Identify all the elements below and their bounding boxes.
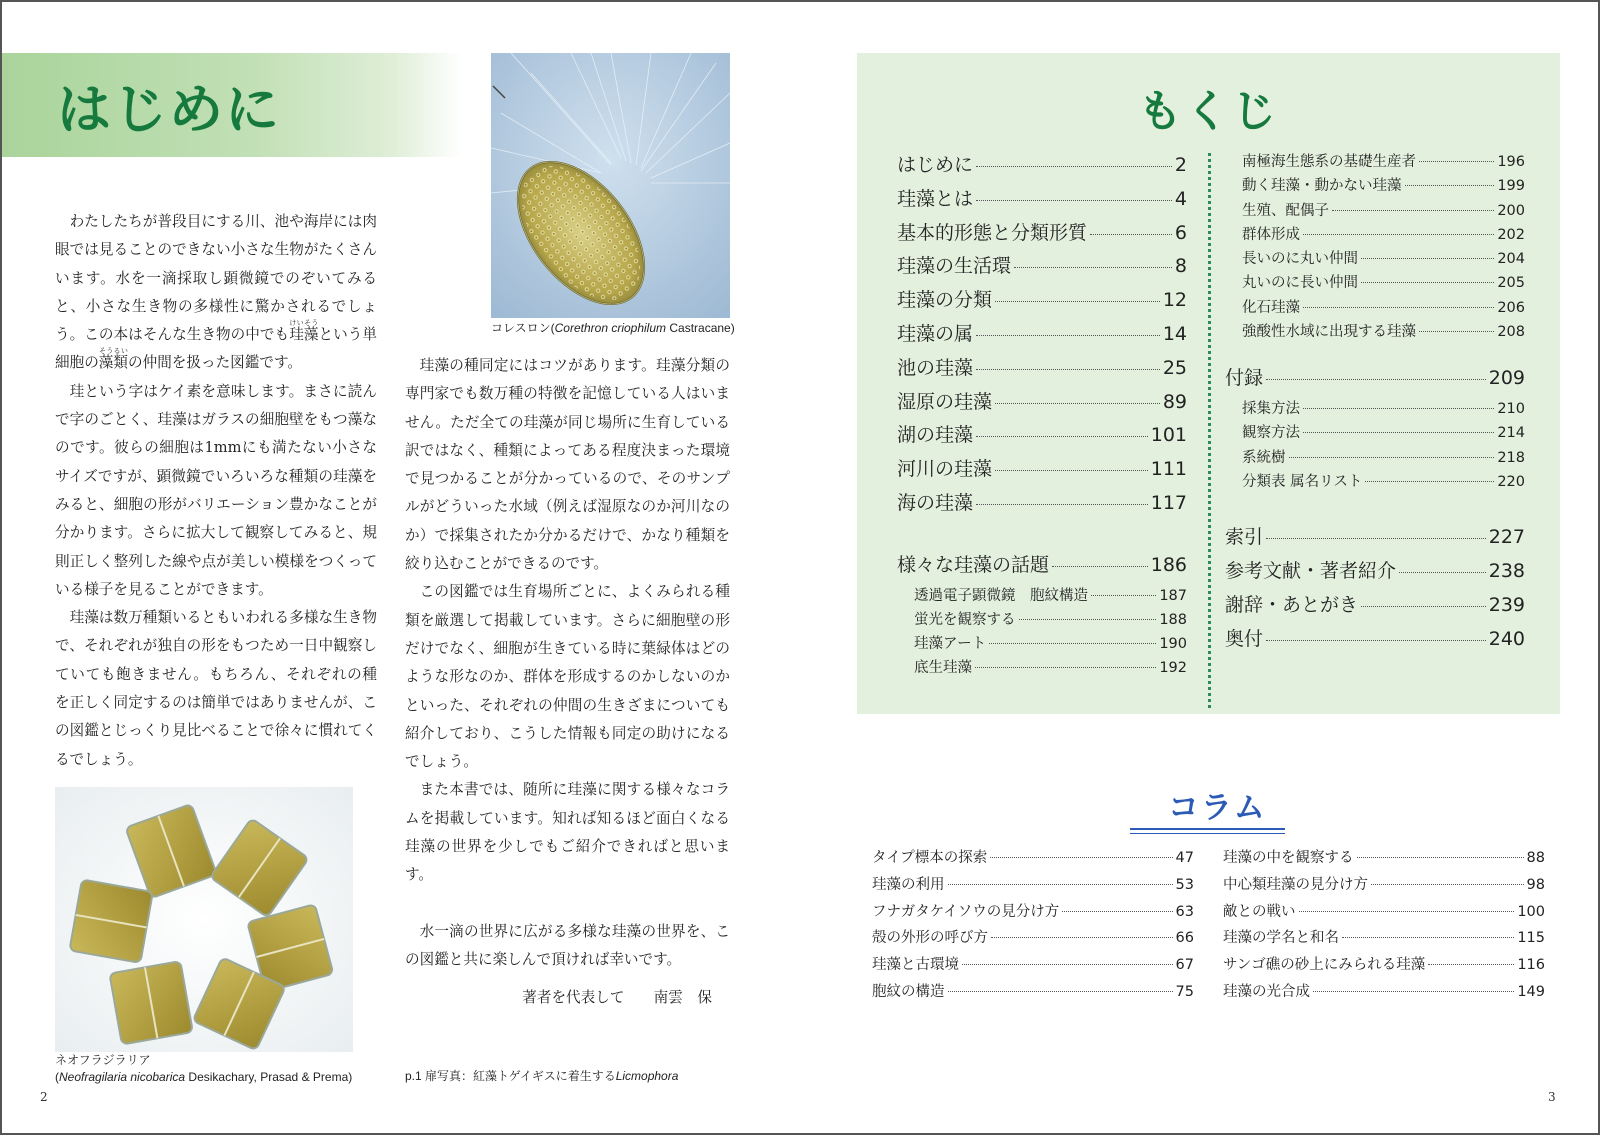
toc-entry-page: 75 <box>1175 983 1194 1000</box>
dot-leader <box>989 643 1156 644</box>
dot-leader <box>975 667 1156 668</box>
page-number-left: 2 <box>40 1090 48 1104</box>
toc-entry[interactable] <box>897 387 1187 421</box>
toc-entry[interactable] <box>1223 846 1545 873</box>
toc-entry-label: 海の珪藻 <box>897 491 974 514</box>
toc-entry-label: 系統樹 <box>1242 449 1286 466</box>
toc-entry-label: 参考文献・著者紹介 <box>1225 560 1397 583</box>
toc-entry-page: 196 <box>1497 154 1525 170</box>
toc-entry[interactable] <box>897 184 1187 218</box>
toc-entry-page: 8 <box>1174 255 1187 278</box>
toc-entry-page: 238 <box>1488 560 1525 583</box>
toc-entry-label: 索引 <box>1225 526 1264 549</box>
dot-leader <box>995 301 1160 302</box>
dot-leader <box>1019 619 1157 620</box>
toc-entry[interactable] <box>897 454 1187 488</box>
dot-leader <box>976 504 1148 505</box>
toc-right-column <box>1225 150 1525 658</box>
toc-entry[interactable] <box>1225 446 1525 470</box>
toc-entry-label: 中心類珪藻の見分け方 <box>1223 876 1368 893</box>
dot-leader <box>1091 595 1156 596</box>
toc-entry[interactable] <box>872 900 1194 927</box>
toc-entry-label: 珪藻の生活環 <box>897 255 1012 278</box>
toc-entry-label: 珪藻アート <box>914 636 987 653</box>
toc-entry[interactable] <box>1225 590 1525 624</box>
heading-underline <box>1130 828 1285 830</box>
dot-leader <box>1361 282 1494 283</box>
toc-entry-page: 6 <box>1174 221 1187 244</box>
toc-entry-page: 101 <box>1150 424 1187 447</box>
text-run: わたしたちが普段目にする川、池や海岸には肉眼では見ることのできない小さな生物がたくさんいます。水を一滴採取し顕微鏡でのぞいてみると、小さな生き物の多様性に驚かされるでしょう。この本はそんな生き物の中でも <box>55 213 377 344</box>
ruby-base: 珪藻 <box>289 326 319 344</box>
toc-entry-label: 分類表 属名リスト <box>1242 474 1363 491</box>
toc-entry[interactable] <box>897 656 1187 680</box>
column-heading-text: コラム <box>1168 790 1267 826</box>
photo-corethron <box>491 53 730 318</box>
toc-entry-page: 206 <box>1497 299 1525 316</box>
toc-entry[interactable] <box>872 846 1194 873</box>
toc-panel <box>857 53 1560 714</box>
toc-entry[interactable] <box>1225 223 1525 247</box>
toc-entry-page: 204 <box>1497 251 1525 268</box>
toc-entry-label: はじめに <box>897 154 974 176</box>
toc-entry-page: 214 <box>1497 425 1525 442</box>
toc-entry[interactable] <box>872 953 1194 980</box>
page-title: はじめに <box>57 78 281 141</box>
toc-entry-label: 丸いのに長い仲間 <box>1242 275 1358 292</box>
title-band <box>2 53 462 157</box>
intro-paragraph <box>55 208 377 378</box>
toc-entry[interactable] <box>897 632 1187 656</box>
ruby-base: 藻類 <box>98 354 128 372</box>
caption-corethron <box>491 320 741 337</box>
dot-leader <box>1266 538 1486 539</box>
toc-entry[interactable] <box>1223 926 1545 953</box>
toc-entry-label: 動く珪藻・動かない珪藻 <box>1242 178 1402 195</box>
intro-paragraph: 珪藻の種同定にはコツがあります。珪藻分類の専門家でも数万種の特徴を記憶している人はいません。ただ全ての珪藻が同じ場所に生育している訳ではなく、種類によってある程度決まった環境で見つかることが分かっているので、そのサンプルがどういった水域（例えば湿原なのか河川なのか）で採集されたか分かるだけで、かなり種類を絞り込むことができるのです。 <box>405 357 730 573</box>
toc-entry-page: 240 <box>1488 627 1525 650</box>
dot-leader <box>1361 606 1486 607</box>
intro-paragraph: また本書では、随所に珪藻に関する様々なコラムを掲載しています。知れば知るほど面白くなる珪藻の世界を少しでもご紹介できればと思います。 <box>405 781 730 884</box>
dot-leader <box>976 436 1148 437</box>
toc-entry-label: 蛍光を観察する <box>914 611 1016 628</box>
dot-leader <box>1266 640 1486 641</box>
toc-entry[interactable] <box>1225 556 1525 590</box>
toc-entry-label: 長いのに丸い仲間 <box>1242 251 1358 268</box>
entry-gap <box>1225 494 1525 522</box>
toc-entry-page: 53 <box>1175 876 1194 893</box>
toc-entry[interactable] <box>872 873 1194 900</box>
toc-entry[interactable] <box>1225 320 1525 344</box>
toc-entry-label: 池の珪藻 <box>897 356 974 379</box>
dot-leader <box>1289 457 1495 458</box>
toc-entry[interactable] <box>897 550 1187 584</box>
toc-entry[interactable] <box>1225 247 1525 271</box>
toc-entry-page: 47 <box>1175 850 1194 866</box>
dot-leader <box>1090 234 1172 235</box>
dot-leader <box>976 200 1172 201</box>
caption-paren: ( <box>55 1070 59 1084</box>
toc-entry[interactable] <box>1223 873 1545 900</box>
dot-leader <box>1332 210 1494 211</box>
dot-leader <box>1303 432 1494 433</box>
toc-entry[interactable] <box>872 926 1194 953</box>
column-list-left <box>872 846 1194 1007</box>
dot-leader <box>1303 234 1494 235</box>
toc-entry[interactable] <box>897 150 1187 184</box>
toc-entry-page: 63 <box>1175 903 1194 920</box>
toc-entry[interactable] <box>897 218 1187 252</box>
caption-ja: ネオフラジラリア <box>55 1053 151 1067</box>
toc-entry[interactable] <box>1225 174 1525 198</box>
dot-leader <box>1062 911 1172 912</box>
toc-entry-page: 190 <box>1159 636 1187 653</box>
dot-leader <box>1342 937 1514 938</box>
toc-entry[interactable] <box>1225 397 1525 421</box>
toc-entry-page: 25 <box>1162 356 1187 379</box>
dot-leader <box>1405 185 1495 186</box>
toc-entry-page: 149 <box>1517 983 1545 1000</box>
toc-entry[interactable] <box>1225 363 1525 397</box>
toc-entry[interactable] <box>1225 624 1525 658</box>
toc-entry-label: 底生珪藻 <box>914 660 972 677</box>
toc-entry[interactable] <box>1223 900 1545 927</box>
toc-entry-label: 珪藻の利用 <box>872 876 945 893</box>
toc-entry[interactable] <box>1225 522 1525 556</box>
toc-entry[interactable] <box>1225 296 1525 320</box>
toc-entry-label: 殻の外形の呼び方 <box>872 930 988 947</box>
toc-entry-page: 192 <box>1159 660 1187 677</box>
toc-entry[interactable] <box>1223 980 1545 1007</box>
caption-author: Desikachary, Prasad & Prema) <box>185 1070 353 1084</box>
ruby-keisou <box>289 319 319 344</box>
toc-entry-page: 187 <box>1159 587 1187 604</box>
toc-entry-label: 珪藻の属 <box>897 322 974 345</box>
toc-entry-page: 208 <box>1497 324 1525 341</box>
toc-entry-label: 強酸性水域に出現する珪藻 <box>1242 324 1416 341</box>
toc-entry-page: 209 <box>1488 367 1525 390</box>
dot-leader <box>1052 566 1148 567</box>
toc-entry-label: 胞紋の構造 <box>872 983 945 1000</box>
toc-entry-page: 2 <box>1174 154 1187 176</box>
dot-leader <box>1419 161 1494 162</box>
caption-scientific-name: Neofragilaria nicobarica <box>59 1070 186 1084</box>
dot-leader <box>1313 991 1514 992</box>
intro-paragraph: 珪という字はケイ素を意味します。まさに読んで字のごとく、珪藻はガラスの細胞壁をもつ藻なのです。彼らの細胞は1mmにも満たない小さなサイズですが、顕微鏡でいろいろな種類の珪藻をみると、細胞の形がバリエーション豊かなことが分かります。さらに拡大して観察してみると、規則正しく整列した線や点が美しい模様をつくっている様子を見ることができます。 <box>55 382 377 598</box>
toc-left-column <box>897 150 1187 681</box>
toc-entry-page: 12 <box>1162 289 1187 312</box>
toc-entry-page: 111 <box>1150 458 1187 481</box>
toc-entry[interactable] <box>897 285 1187 319</box>
intro-paragraph: 珪藻は数万種類いるともいわれる多様な生き物で、それぞれが独自の形をもつため一日中観察していても飽きません。もちろん、それぞれの種を正しく同定するのは簡単ではありませんが、この図鑑とじっくり見比べることで徐々に慣れてくるでしょう。 <box>55 609 377 768</box>
caption-line-2 <box>55 1069 375 1086</box>
page-number-right: 3 <box>1548 1090 1556 1104</box>
caption-author: Castracane) <box>666 321 735 335</box>
toc-entry[interactable] <box>897 584 1187 608</box>
toc-entry-page: 210 <box>1497 401 1525 418</box>
toc-entry-page: 98 <box>1526 876 1545 893</box>
dot-leader <box>1419 331 1494 332</box>
caption-ja: コレスロン( <box>491 321 555 335</box>
entry-gap <box>897 522 1187 550</box>
toc-entry-page: 218 <box>1497 449 1525 466</box>
toc-entry-page: 89 <box>1162 390 1187 413</box>
dot-leader <box>976 335 1160 336</box>
dot-leader <box>990 857 1172 858</box>
toc-entry-page: 186 <box>1150 553 1187 576</box>
toc-entry-page: 200 <box>1497 202 1525 219</box>
toc-entry-label: 珪藻の中を観察する <box>1223 850 1354 866</box>
ruby-reading: そうるい <box>98 347 128 356</box>
toc-entry[interactable] <box>1225 271 1525 295</box>
intro-column-1 <box>55 208 377 774</box>
toc-entry-label: 透過電子顕微鏡 胞紋構造 <box>914 587 1088 604</box>
toc-entry-label: 採集方法 <box>1242 401 1300 418</box>
toc-entry-label: 敵との戦い <box>1223 903 1296 920</box>
toc-entry[interactable] <box>897 319 1187 353</box>
toc-entry-page: 4 <box>1174 187 1187 210</box>
toc-entry-page: 188 <box>1159 611 1187 628</box>
toc-entry-label: 観察方法 <box>1242 425 1300 442</box>
toc-entry-label: 湖の珪藻 <box>897 424 974 447</box>
toc-divider <box>1208 153 1211 708</box>
toc-entry[interactable] <box>1225 470 1525 494</box>
toc-entry-page: 67 <box>1175 957 1194 974</box>
toc-entry-label: 奥付 <box>1225 627 1264 650</box>
dot-leader <box>1014 267 1172 268</box>
credit-scientific-name: Licmophora <box>615 1069 679 1083</box>
toc-entry-label: 珪藻とは <box>897 187 974 210</box>
toc-entry-page: 239 <box>1488 593 1525 616</box>
toc-entry[interactable] <box>897 608 1187 632</box>
dot-leader <box>1365 481 1494 482</box>
toc-entry-page: 227 <box>1488 526 1525 549</box>
toc-entry-label: 生殖、配偶子 <box>1242 202 1329 219</box>
ruby-sourui <box>98 347 128 372</box>
toc-entry-page: 100 <box>1517 903 1545 920</box>
toc-entry-label: サンゴ礁の砂上にみられる珪藻 <box>1223 957 1426 974</box>
toc-entry[interactable] <box>897 488 1187 522</box>
toc-entry[interactable] <box>897 420 1187 454</box>
dot-leader <box>948 884 1173 885</box>
toc-entry-label: 基本的形態と分類形質 <box>897 221 1088 244</box>
toc-entry-label: 謝辞・あとがき <box>1225 593 1359 616</box>
dot-leader <box>1428 964 1514 965</box>
dot-leader <box>1266 379 1486 380</box>
toc-entry[interactable] <box>1225 199 1525 223</box>
heading-underline-thin <box>1130 833 1285 834</box>
dot-leader <box>1303 307 1494 308</box>
toc-entry-page: 220 <box>1497 474 1525 491</box>
toc-entry-label: 様々な珪藻の話題 <box>897 553 1050 576</box>
dot-leader <box>976 369 1160 370</box>
frontispiece-credit <box>405 1068 725 1085</box>
dot-leader <box>991 937 1173 938</box>
toc-entry-label: フナガタケイソウの見分け方 <box>872 903 1060 920</box>
closing-paragraph: 水一滴の世界に広がる多様な珪藻の世界を、この図鑑と共に楽しんで頂ければ幸いです。 <box>405 922 730 968</box>
dot-leader <box>1399 572 1486 573</box>
toc-entry-label: タイプ標本の探索 <box>872 850 988 866</box>
toc-entry[interactable] <box>897 353 1187 387</box>
toc-entry-label: 珪藻の分類 <box>897 289 993 312</box>
toc-entry[interactable] <box>897 251 1187 285</box>
toc-entry-label: 珪藻の学名と和名 <box>1223 930 1339 947</box>
toc-entry-page: 14 <box>1162 322 1187 345</box>
toc-entry-page: 205 <box>1497 275 1525 292</box>
dot-leader <box>1299 911 1515 912</box>
toc-entry-label: 珪藻と古環境 <box>872 957 959 974</box>
toc-title: もくじ <box>1138 86 1279 137</box>
dot-leader <box>1303 408 1494 409</box>
dot-leader <box>995 470 1148 471</box>
toc-entry[interactable] <box>1225 421 1525 445</box>
toc-entry-label: 南極海生態系の基礎生産者 <box>1242 154 1416 170</box>
text-run: の仲間を扱った図鑑です。 <box>128 354 302 372</box>
toc-entry-label: 群体形成 <box>1242 226 1300 243</box>
photo-neofragilaria <box>55 787 353 1052</box>
toc-entry-page: 202 <box>1497 226 1525 243</box>
dot-leader <box>1357 857 1524 858</box>
dot-leader <box>962 964 1173 965</box>
entry-gap <box>1225 344 1525 363</box>
toc-entry-label: 河川の珪藻 <box>897 458 993 481</box>
toc-entry-page: 115 <box>1517 930 1545 947</box>
toc-entry-page: 66 <box>1175 930 1194 947</box>
toc-entry-label: 湿原の珪藻 <box>897 390 993 413</box>
dot-leader <box>1371 884 1524 885</box>
dot-leader <box>948 991 1173 992</box>
intro-paragraph: この図鑑では生育場所ごとに、よくみられる種類を厳選して掲載しています。さらに細胞壁の形だけでなく、細胞が生きている時に葉緑体はどのような形なのか、群体を形成するのかしないのかといった、それぞれの仲間の生きざまについても紹介しており、こうした情報も同定の助けになるでしょう。 <box>405 583 730 771</box>
toc-entry[interactable] <box>872 980 1194 1007</box>
ruby-reading: けいそう <box>289 319 319 328</box>
toc-entry-page: 117 <box>1150 491 1187 514</box>
toc-entry-label: 化石珪藻 <box>1242 299 1300 316</box>
caption-neofragilaria <box>55 1052 375 1086</box>
toc-entry-page: 88 <box>1526 850 1545 866</box>
paragraph-gap <box>405 890 730 918</box>
toc-entry-page: 116 <box>1517 957 1545 974</box>
dot-leader <box>976 166 1172 167</box>
credit-text: p.1 扉写真：紅藻トゲイギスに着生する <box>405 1069 616 1083</box>
caption-scientific-name: Corethron criophilum <box>554 321 667 335</box>
dot-leader <box>1361 258 1494 259</box>
text-run: という単細胞の <box>55 326 377 372</box>
column-list-right <box>1223 846 1545 1007</box>
toc-entry-label: 珪藻の光合成 <box>1223 983 1310 1000</box>
toc-entry[interactable] <box>1223 953 1545 980</box>
signature: 著者を代表して 南雲 保 <box>522 989 712 1007</box>
toc-entry-label: 付録 <box>1225 367 1264 390</box>
toc-entry-page: 199 <box>1497 178 1525 195</box>
intro-column-2 <box>405 352 730 1013</box>
dot-leader <box>995 403 1160 404</box>
toc-entry[interactable] <box>1225 150 1525 174</box>
